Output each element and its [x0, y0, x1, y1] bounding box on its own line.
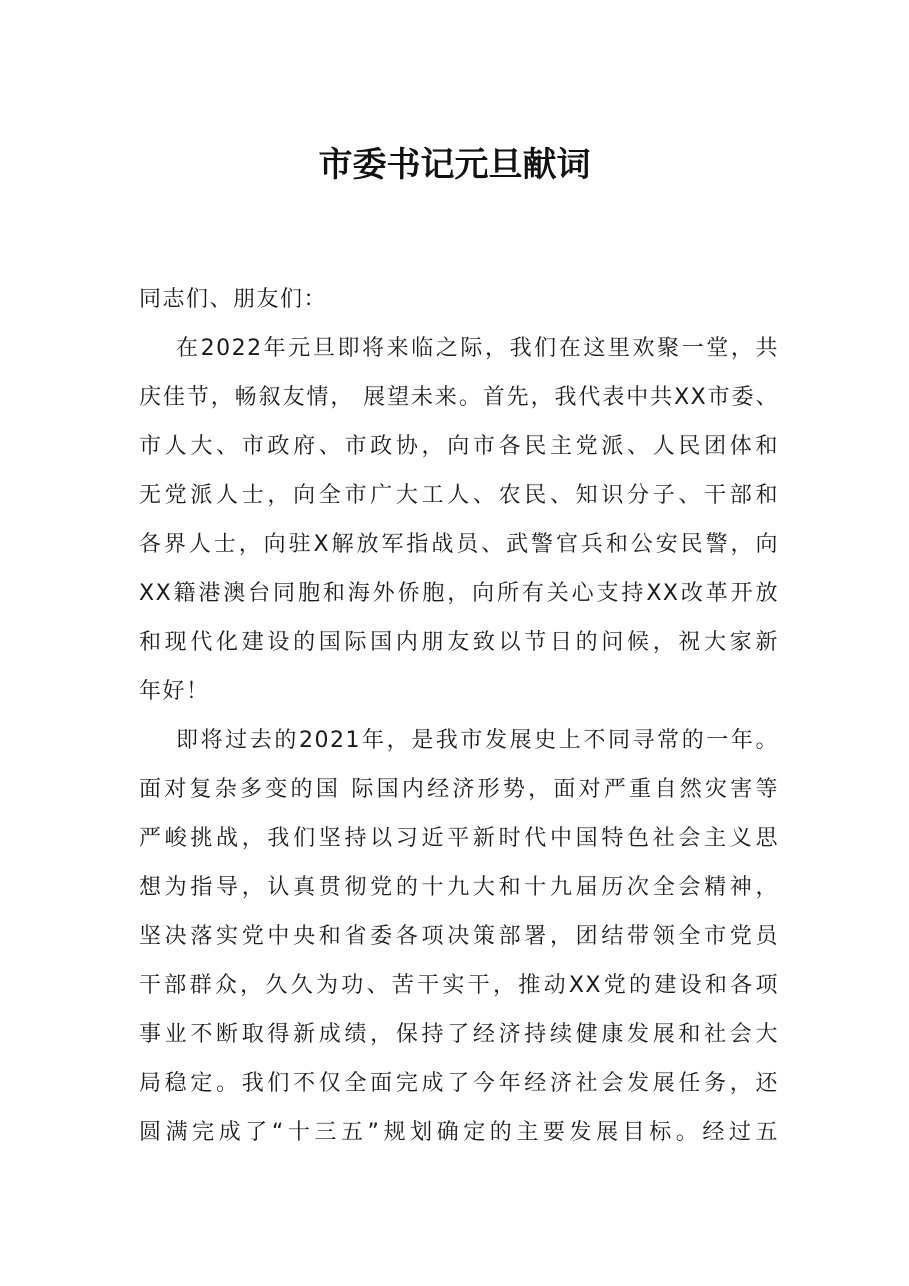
paragraph-line: 事业不断取得新成绩，保持了经济持续健康发展和社会大 — [139, 1022, 779, 1047]
salutation-line: 同志们、朋友们： — [139, 287, 328, 312]
salutation — [139, 275, 779, 324]
paragraph-line: 庆佳节，畅叙友情， 展望未来。首先，我代表中共XX市委、 — [139, 385, 779, 410]
paragraph-line: 无党派人士，向全市广大工人、农民、知识分子、干部和 — [139, 483, 779, 508]
paragraph-line: XX籍港澳台同胞和海外侨胞，向所有关心支持XX改革开放 — [139, 581, 779, 606]
paragraph-line: 市人大、市政府、市政协，向市各民主党派、人民团体和 — [139, 434, 779, 459]
paragraph-2 — [139, 716, 779, 1157]
paragraph-1 — [139, 324, 779, 716]
paragraph-line: 各界人士，向驻X解放军指战员、武警官兵和公安民警，向 — [139, 532, 779, 557]
document-body — [139, 275, 779, 1157]
paragraph-line: 局稳定。我们不仅全面完成了今年经济社会发展任务，还 — [139, 1071, 779, 1096]
paragraph-line: 圆满完成了“十三五”规划确定的主要发展目标。经过五 — [139, 1120, 779, 1145]
document-title: 市委书记元旦献词 — [318, 145, 591, 185]
paragraph-line: 严峻挑战，我们坚持以习近平新时代中国特色社会主义思 — [139, 826, 779, 851]
paragraph-line: 想为指导，认真贯彻党的十九大和十九届历次全会精神， — [139, 875, 779, 900]
paragraph-line: 干部群众，久久为功、苦干实干，推动XX党的建设和各项 — [139, 973, 779, 998]
paragraph-line: 年好！ — [139, 679, 210, 704]
paragraph-line: 即将过去的2021年，是我市发展史上不同寻常的一年。 — [176, 728, 779, 753]
paragraph-line: 坚决落实党中央和省委各项决策部署，团结带领全市党员 — [139, 924, 779, 949]
paragraph-line: 面对复杂多变的国 际国内经济形势，面对严重自然灾害等 — [139, 777, 779, 802]
paragraph-line: 和现代化建设的国际国内朋友致以节日的问候，祝大家新 — [139, 630, 779, 655]
paragraph-line: 在2022年元旦即将来临之际，我们在这里欢聚一堂，共 — [176, 336, 779, 361]
